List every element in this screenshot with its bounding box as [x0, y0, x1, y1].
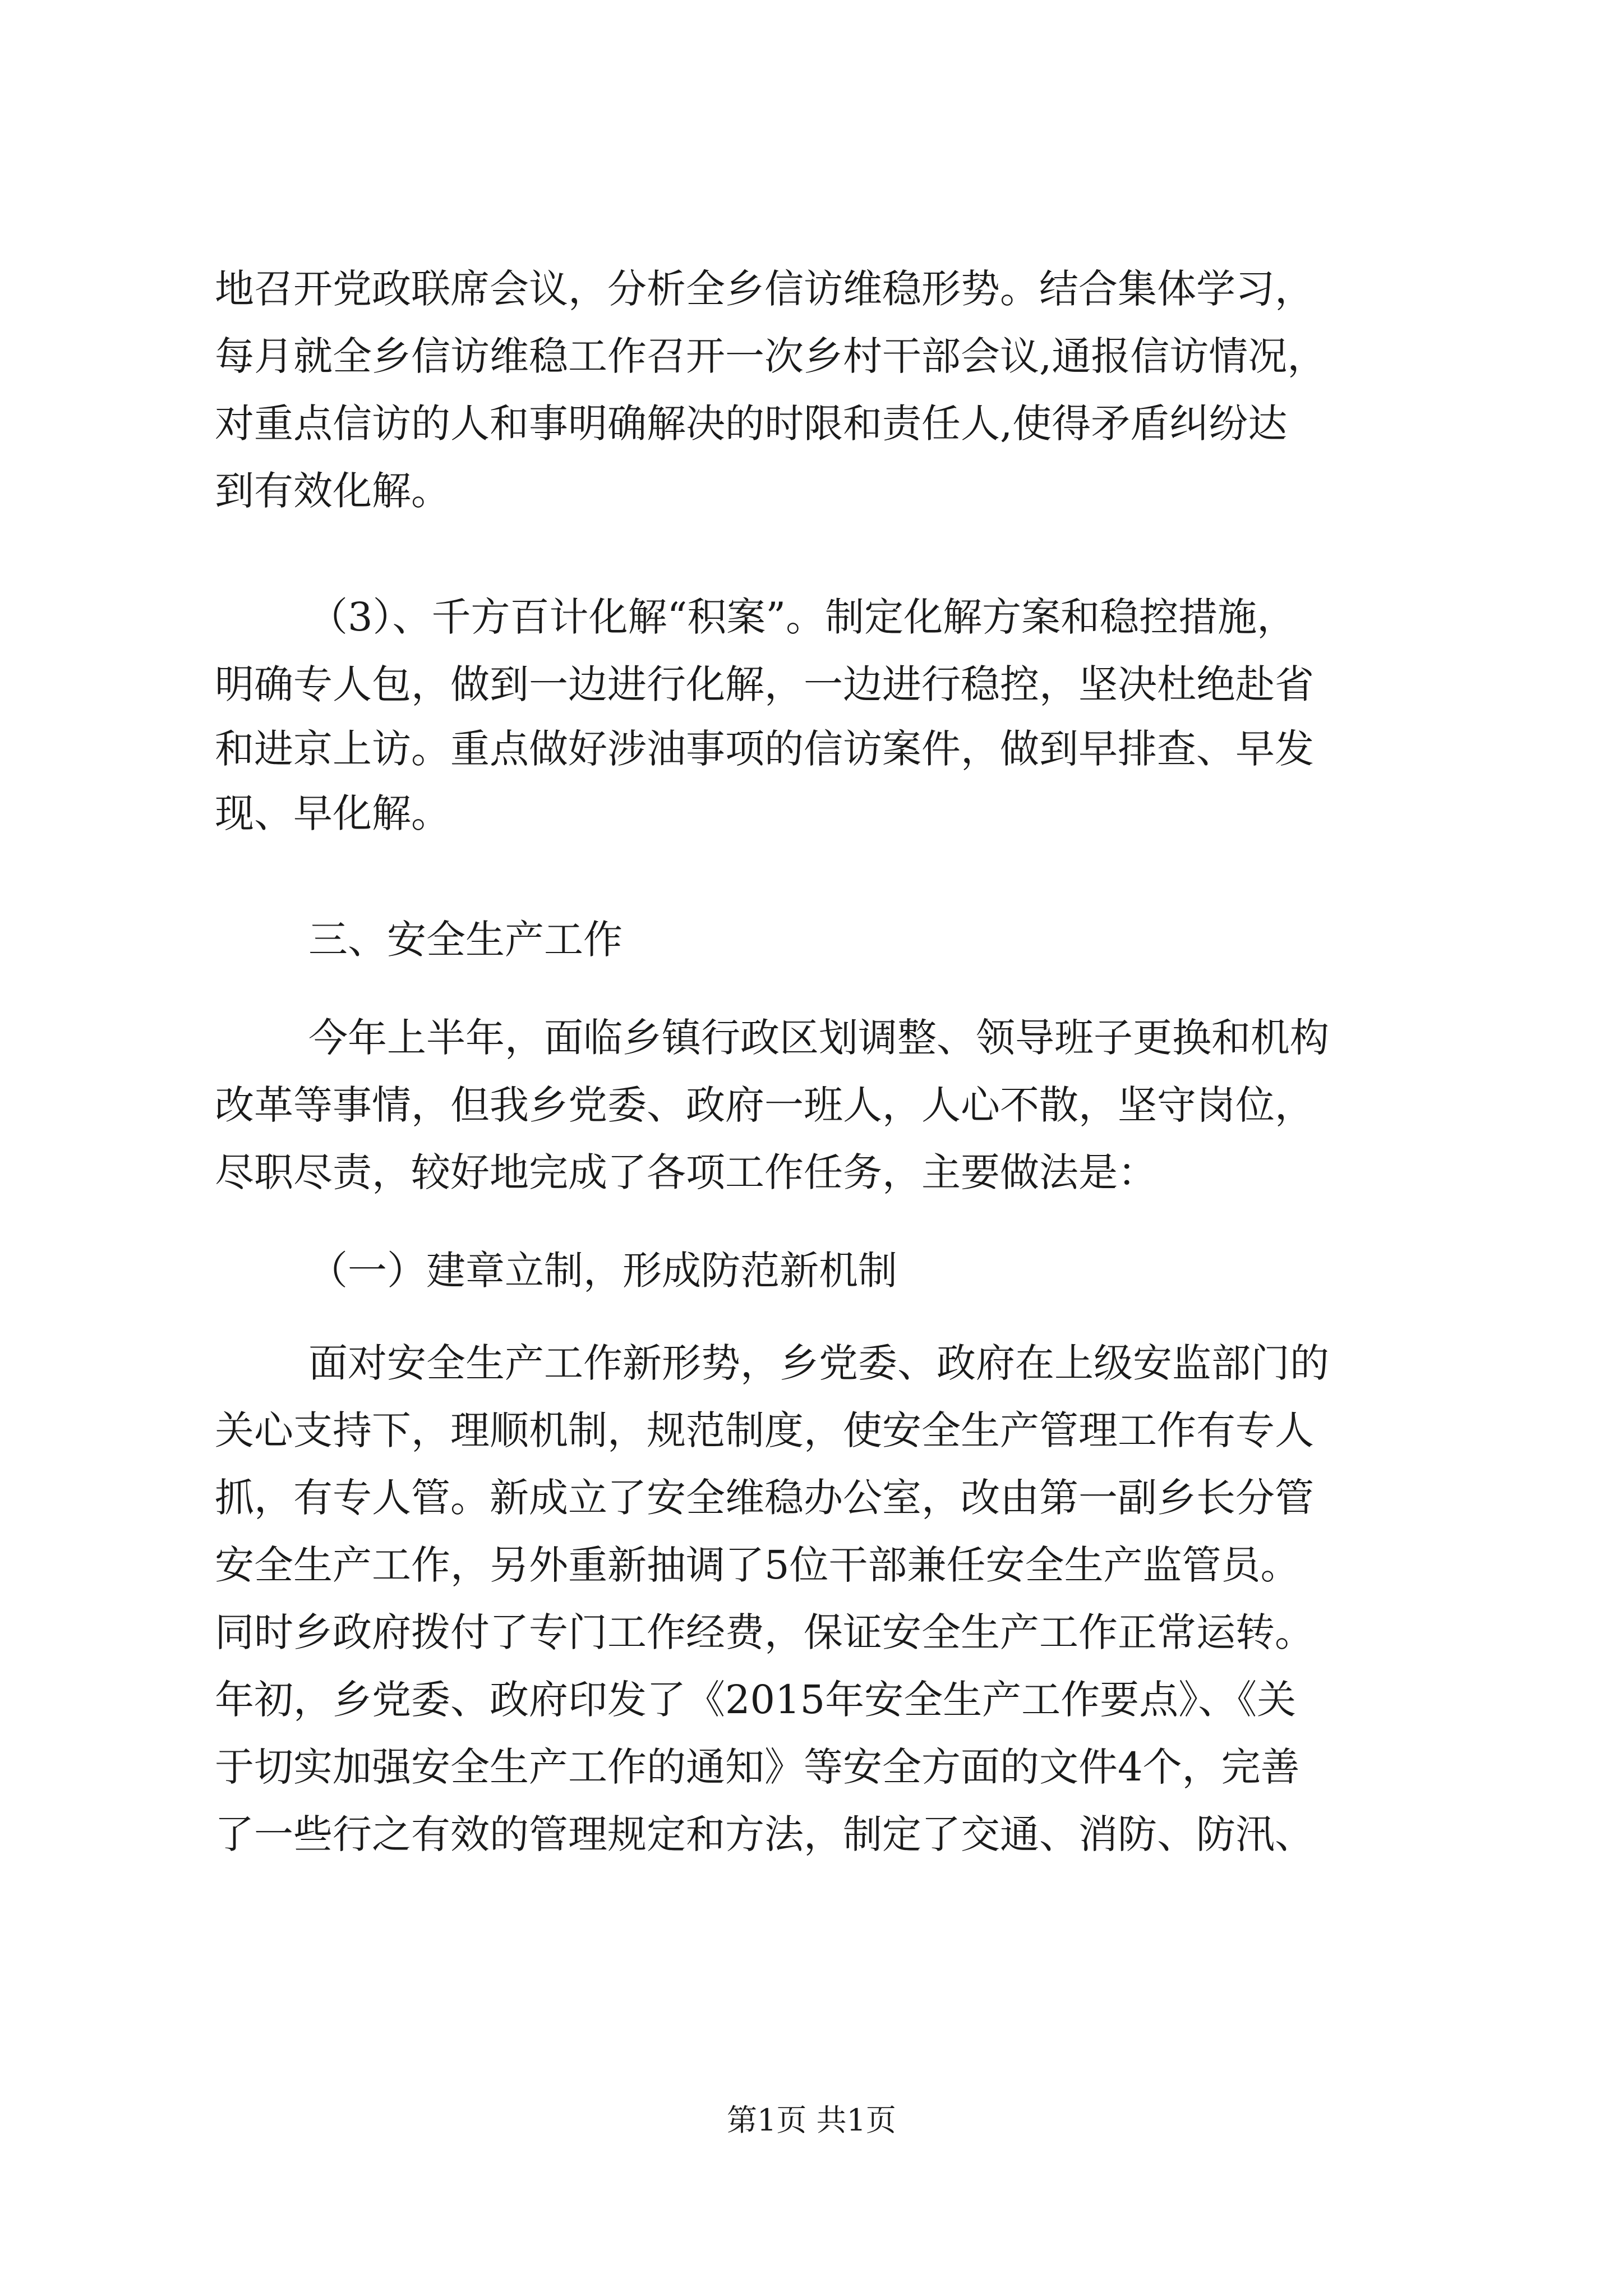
subsection-heading: （一）建章立制，形成防范新机制 [308, 1248, 897, 1294]
page-number-footer: 第1页 共1页 [727, 2102, 896, 2138]
text-line: （3）、千方百计化解“积案”。制定化解方案和稳控措施， [308, 594, 1297, 640]
text-line: 每月就全乡信访维稳工作召开一次乡村干部会议,通报信访情况， [215, 333, 1327, 379]
text-line: 和进京上访。重点做好涉油事项的信访案件，做到早排查、早发 [215, 726, 1314, 772]
text-line: 改革等事情，但我乡党委、政府一班人，人心不散，坚守岗位， [215, 1082, 1314, 1128]
text-line: 面对安全生产工作新形势，乡党委、政府在上级安监部门的 [308, 1340, 1329, 1386]
text-line: 到有效化解。 [215, 468, 450, 514]
text-line: 地召开党政联席会议，分析全乡信访维稳形势。结合集体学习， [215, 266, 1314, 312]
text-line: 了一些行之有效的管理规定和方法，制定了交通、消防、防汛、 [215, 1811, 1314, 1857]
text-line: 年初，乡党委、政府印发了《2015年安全生产工作要点》、《关 [215, 1677, 1297, 1723]
section-heading: 三、安全生产工作 [308, 917, 623, 963]
text-line: 同时乡政府拨付了专门工作经费，保证安全生产工作正常运转。 [215, 1609, 1314, 1655]
text-line: 对重点信访的人和事明确解决的时限和责任人,使得矛盾纠纷达 [215, 401, 1288, 447]
text-line: 明确专人包，做到一边进行化解，一边进行稳控，坚决杜绝赴省 [215, 661, 1314, 707]
text-line: 安全生产工作，另外重新抽调了5位干部兼任安全生产监管员。 [215, 1542, 1300, 1588]
text-line: 抓，有专人管。新成立了安全维稳办公室，改由第一副乡长分管 [215, 1475, 1314, 1521]
text-line: 于切实加强安全生产工作的通知》等安全方面的文件4个，完善 [215, 1744, 1300, 1790]
text-line: 现、早化解。 [215, 790, 450, 836]
text-line: 今年上半年，面临乡镇行政区划调整、领导班子更换和机构 [308, 1015, 1329, 1061]
text-line: 关心支持下，理顺机制，规范制度，使安全生产管理工作有专人 [215, 1407, 1314, 1453]
text-line: 尽职尽责，较好地完成了各项工作任务，主要做法是： [215, 1149, 1157, 1195]
